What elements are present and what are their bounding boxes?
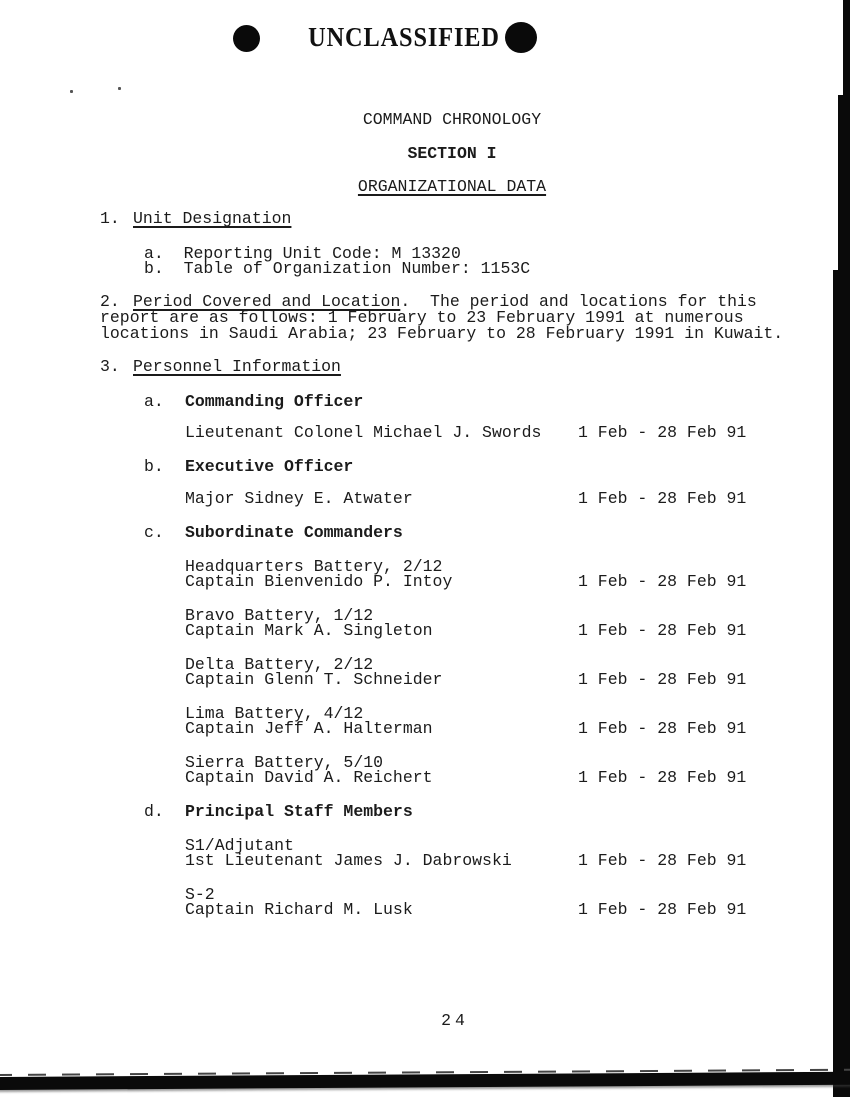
personnel-name-line: Captain Glenn T. Schneider <box>185 669 443 689</box>
subsection-d-heading <box>144 804 413 819</box>
scan-edge-bottom-bar <box>0 1072 850 1090</box>
scan-speck <box>118 87 121 90</box>
section3-heading-line <box>100 359 341 374</box>
subsection-d-letter: d. <box>144 802 164 821</box>
subsection-b-title: Executive Officer <box>185 457 354 476</box>
personnel-entry <box>185 836 805 870</box>
personnel-unit-line: S1/Adjutant <box>185 836 294 855</box>
personnel-name <box>185 606 578 640</box>
section1-item-b: b. Table of Organization Number: 1153C <box>144 259 531 278</box>
personnel-entry <box>185 655 805 689</box>
personnel-name-line: Captain David A. Reichert <box>185 767 433 787</box>
personnel-dates: 1 Feb - 28 Feb 91 <box>578 423 747 442</box>
personnel-name <box>185 489 578 508</box>
personnel-name-line: 1st Lieutenant James J. Dabrowski <box>185 850 512 870</box>
personnel-name-line: Captain Jeff A. Halterman <box>185 718 433 738</box>
personnel-unit-line: Lima Battery, 4/12 <box>185 704 364 723</box>
classification-dot-right <box>505 22 537 53</box>
section1-number: 1. <box>100 209 120 228</box>
classification-banner: UNCLASSIFIED <box>308 22 500 52</box>
personnel-dates: 1 Feb - 28 Feb 91 <box>578 489 747 508</box>
section1-heading: Unit Designation <box>133 209 292 228</box>
scan-speck <box>70 90 73 93</box>
personnel-name <box>185 423 578 442</box>
personnel-entry <box>185 606 805 640</box>
personnel-unit-line: Delta Battery, 2/12 <box>185 655 374 674</box>
personnel-entry <box>185 557 805 591</box>
section2-line1-rest: . The period and locations for this <box>400 292 757 311</box>
subsection-c-heading <box>144 525 403 540</box>
subsection-a-heading <box>144 394 363 409</box>
subsection-b-heading <box>144 459 353 474</box>
personnel-name <box>185 836 578 870</box>
personnel-name <box>185 753 578 787</box>
personnel-dates: 1 Feb - 28 Feb 91 <box>578 571 747 591</box>
personnel-dates: 1 Feb - 28 Feb 91 <box>578 850 747 870</box>
subsection-c-letter: c. <box>144 523 164 542</box>
personnel-unit-line: S-2 <box>185 885 215 904</box>
personnel-entry <box>185 489 805 508</box>
subsection-c-title: Subordinate Commanders <box>185 523 403 542</box>
section2-line2: report are as follows: 1 February to 23 February 1991 at numerous <box>100 308 744 327</box>
subsection-d-title: Principal Staff Members <box>185 802 413 821</box>
section2-heading: Period Covered and Location <box>133 292 401 311</box>
personnel-dates: 1 Feb - 28 Feb 91 <box>578 669 747 689</box>
page-number: 24 <box>441 1011 469 1030</box>
personnel-dates: 1 Feb - 28 Feb 91 <box>578 899 747 919</box>
personnel-unit-line: Bravo Battery, 1/12 <box>185 606 374 625</box>
section3-number: 3. <box>100 357 120 376</box>
personnel-name-line: Captain Bienvenido P. Intoy <box>185 571 453 591</box>
personnel-name <box>185 885 578 919</box>
document-title: COMMAND CHRONOLOGY <box>362 110 542 129</box>
personnel-entry <box>185 423 805 442</box>
personnel-dates: 1 Feb - 28 Feb 91 <box>578 767 747 787</box>
personnel-name <box>185 655 578 689</box>
subsection-a-title: Commanding Officer <box>185 392 364 411</box>
section3-heading: Personnel Information <box>133 357 341 376</box>
subsection-a-letter: a. <box>144 392 164 411</box>
scan-edge-right-bar <box>830 0 850 1097</box>
personnel-name-line: Captain Mark A. Singleton <box>185 620 433 640</box>
personnel-name <box>185 704 578 738</box>
section2-line3: locations in Saudi Arabia; 23 February to 28 February 1991 in Kuwait. <box>100 324 784 343</box>
personnel-name-line: Lieutenant Colonel Michael J. Swords <box>185 423 542 442</box>
section-title: SECTION I <box>407 144 497 163</box>
personnel-dates: 1 Feb - 28 Feb 91 <box>578 718 747 738</box>
section2-number: 2. <box>100 292 120 311</box>
personnel-unit-line: Sierra Battery, 5/10 <box>185 753 384 772</box>
personnel-name-line: Captain Richard M. Lusk <box>185 899 413 919</box>
personnel-name-line: Major Sidney E. Atwater <box>185 489 413 508</box>
section1-heading-line <box>100 211 291 226</box>
personnel-entry <box>185 704 805 738</box>
personnel-entry <box>185 753 805 787</box>
subsection-b-letter: b. <box>144 457 164 476</box>
section-subtitle: ORGANIZATIONAL DATA <box>357 177 547 196</box>
classification-dot-left <box>233 25 260 52</box>
section1-item-a: a. Reporting Unit Code: M 13320 <box>144 244 461 263</box>
personnel-dates: 1 Feb - 28 Feb 91 <box>578 620 747 640</box>
personnel-unit-line: Headquarters Battery, 2/12 <box>185 557 443 576</box>
personnel-name <box>185 557 578 591</box>
personnel-entry <box>185 885 805 919</box>
